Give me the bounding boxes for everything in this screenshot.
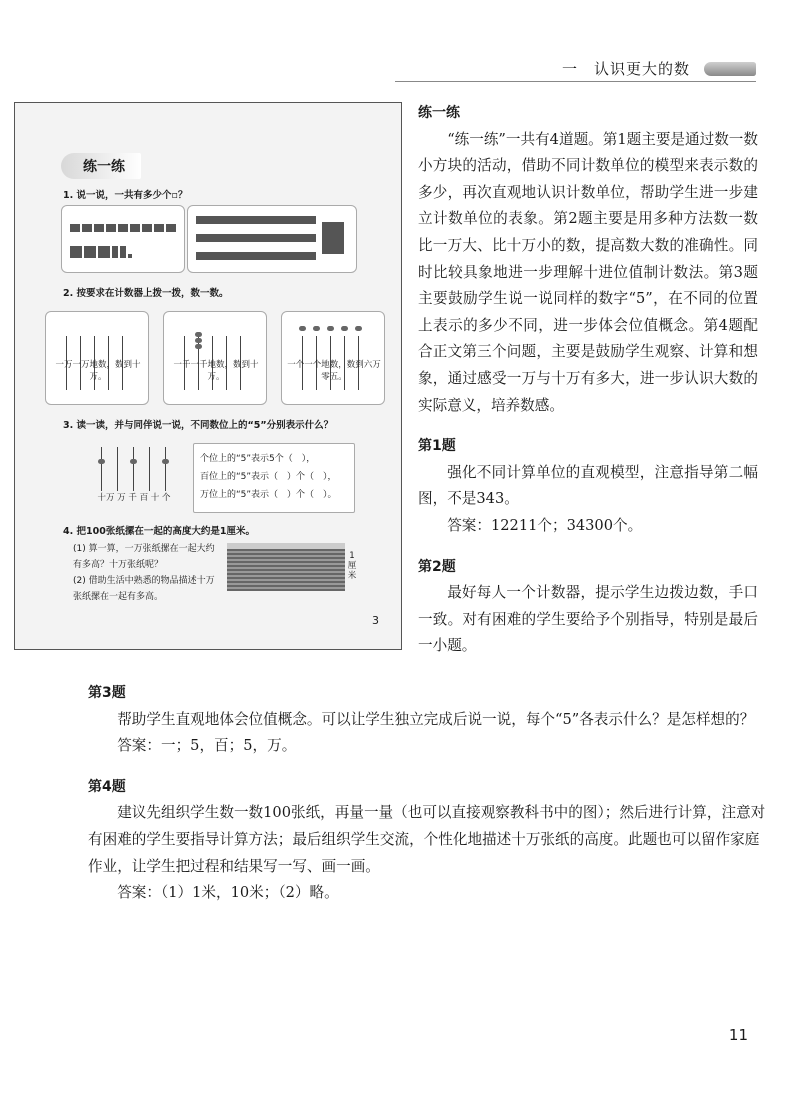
q1-text: 强化不同计算单位的直观模型，注意指导第二幅图，不是343。 xyxy=(418,463,758,508)
inset-q2: 2. 按要求在计数器上拨一拨，数一数。 xyxy=(63,288,229,299)
q4-sub-2: (2) 借助生活中熟悉的物品描述十万张纸摞在一起有多高。 xyxy=(73,576,215,602)
abacus-caption-3: 一个一个地数，数到六万零五。 xyxy=(287,360,381,382)
section-title: 练一练 xyxy=(418,105,460,121)
q1-title: 第1题 xyxy=(418,438,456,455)
paper-height-label: 1厘米 xyxy=(347,551,357,581)
q3-abacus xyxy=(89,441,175,505)
q3-line-1: 个位上的“5”表示5个（ ）， xyxy=(200,454,316,464)
abacus-1 xyxy=(45,311,149,405)
unit-blocks xyxy=(70,246,132,258)
q2-title: 第2题 xyxy=(418,558,456,575)
q4-sub-1: (1) 算一算，一万张纸摞在一起大约有多高？十万张纸呢？ xyxy=(73,544,215,570)
blocks-panel-1 xyxy=(61,205,185,273)
inset-q4: 4. 把100张纸摞在一起的高度大约是1厘米。 xyxy=(63,526,255,537)
bottom-section xyxy=(88,680,768,907)
chapter-title: 一 认识更大的数 xyxy=(561,60,690,78)
textbook-inset xyxy=(14,102,402,650)
q4-text: 建议先组织学生数一数100张纸，再量一量（也可以直接观察教科书中的图）；然后进行计算，注意对有困难的学生要指导计算方法；最后组织学生交流，个性化地描述十万张纸的高度。此题也可以留作家庭作业，让学生把过程和结果写一写、画一画。 xyxy=(88,804,766,875)
intro-paragraph: “练一练”一共有4道题。第1题主要是通过数一数小方块的活动，借助不同计数单位的模型来表示数的多少，再次直观地认识计数单位，帮助学生进一步建立计数单位的表象。第2题主要是用多种方法数一数比一万大、比十万小的数，提高数大数的准确性。同时比较具象地进一步理解十进位值制计数法。第3题主要鼓励学生说一说同样的数字“5”，在不同的位置上表示的多少不同，进一步体会位值概念。第4题配合正文第三个问题，主要是鼓励学生观察、计算和想象，通过感受一万与十万有多大，进一步认识大数的实际意义，培养数感。 xyxy=(418,130,758,414)
abacus-caption-1: 一万一万地数，数到十万。 xyxy=(55,360,141,382)
page-number: 11 xyxy=(728,1026,748,1044)
q4-title: 第4题 xyxy=(88,778,126,795)
chapter-tab-decoration xyxy=(704,62,756,76)
inset-page-number: 3 xyxy=(372,614,379,627)
inset-q1: 1. 说一说，一共有多少个▫？ xyxy=(63,190,188,201)
inset-q3: 3. 读一读，并与同伴说一说，不同数位上的“5”分别表示什么？ xyxy=(63,420,334,431)
blocks-panel-2 xyxy=(187,205,357,273)
q4-answer: 答案：（1）1米，10米；（2）略。 xyxy=(117,884,339,902)
q3-title: 第3题 xyxy=(88,685,126,701)
q3-text: 帮助学生直观地体会位值概念。可以让学生独立完成后说一说，每个“5”各表示什么？是怎样想的？ xyxy=(117,710,755,728)
thousand-blocks xyxy=(70,224,176,232)
abacus-3 xyxy=(281,311,385,405)
paper-stack-image xyxy=(227,543,345,591)
right-column xyxy=(418,100,758,660)
q3-note xyxy=(193,443,355,513)
q3-answer: 答案：一；5，百；5，万。 xyxy=(117,737,297,755)
inset-title: 练一练 xyxy=(61,153,141,179)
header-rule xyxy=(395,81,756,82)
q3-line-2: 百位上的“5”表示（ ）个（ ）， xyxy=(200,472,337,482)
abacus-2 xyxy=(163,311,267,405)
chapter-header xyxy=(562,58,756,79)
abacus-caption-2: 一千一千地数，数到十万。 xyxy=(173,360,259,382)
place-labels: 十万 万 千 百 十 个 xyxy=(97,493,171,503)
q2-text: 最好每人一个计数器，提示学生边拨边数，手口一致。对有困难的学生要给予个别指导，特别是最后一小题。 xyxy=(418,584,758,655)
q3-line-3: 万位上的“5”表示（ ）个（ ）。 xyxy=(200,490,337,500)
q1-answer: 答案：12211个；34300个。 xyxy=(447,516,643,534)
